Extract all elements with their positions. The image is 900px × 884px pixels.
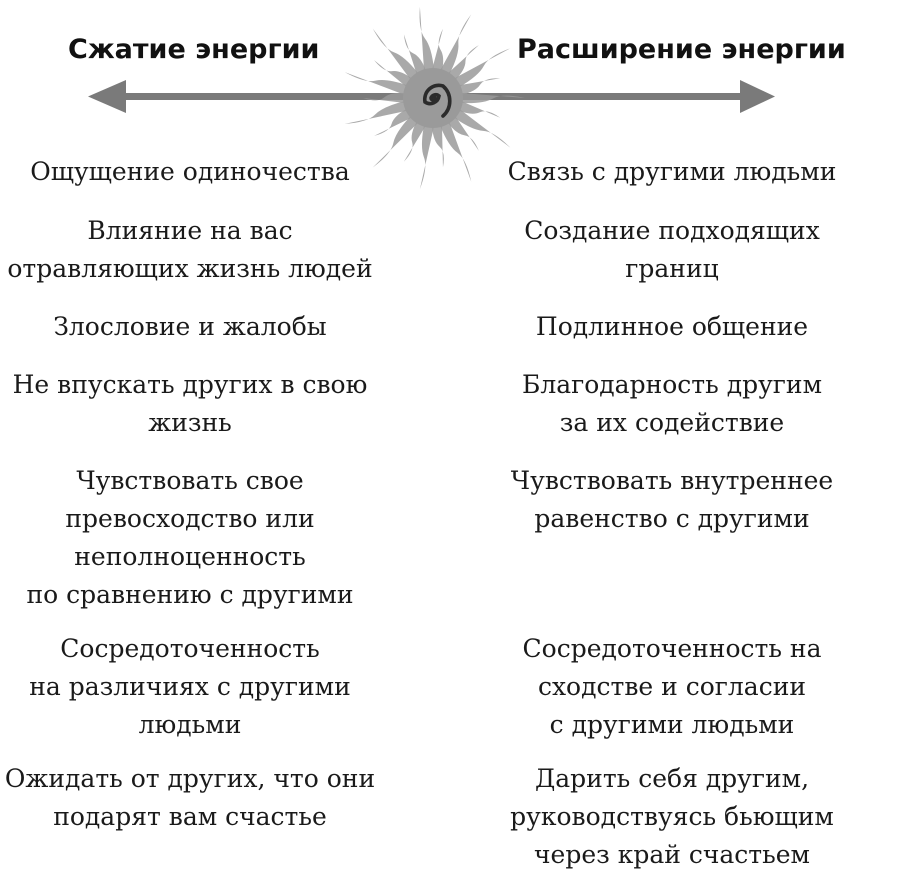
contraction-item: Ощущение одиночества — [30, 157, 350, 186]
sun-ray — [420, 125, 434, 189]
heading-energy-contraction: Сжатие энергии — [68, 34, 320, 65]
sun-ray — [420, 7, 434, 71]
contraction-item: Сосредоточенность на различиях с другими людьми — [29, 634, 351, 739]
sun-ray — [432, 29, 443, 71]
sun-ray — [440, 14, 471, 74]
contraction-item: Ожидать от других, что они подарят вам счастье — [4, 764, 376, 831]
contraction-item: Влияние на вас отравляющих жизнь людей — [7, 216, 373, 283]
expansion-item: Подлинное общение — [535, 312, 809, 341]
contraction-item: Злословие и жалобы — [53, 312, 327, 341]
expansion-item: Сосредоточенность на сходстве и согласии с другими людьми — [522, 634, 822, 739]
expansion-item: Связь с другими людьми — [507, 157, 837, 186]
contraction-item: Чувствовать свое превосходство или неполноценность по сравнению с другими — [26, 466, 354, 609]
contraction-item: Не впускать других в свою жизнь — [12, 370, 368, 437]
expansion-item: Дарить себя другим, руководствуясь бьющим через край счастьем — [510, 764, 834, 869]
sun-ray — [432, 125, 444, 167]
expansion-item: Создание подходящих границ — [524, 216, 820, 283]
expansion-item: Чувствовать внутреннее равенство с другими — [510, 466, 834, 533]
expansion-item: Благодарность другим за их содействие — [521, 370, 823, 437]
heading-energy-expansion: Расширение энергии — [517, 34, 846, 65]
